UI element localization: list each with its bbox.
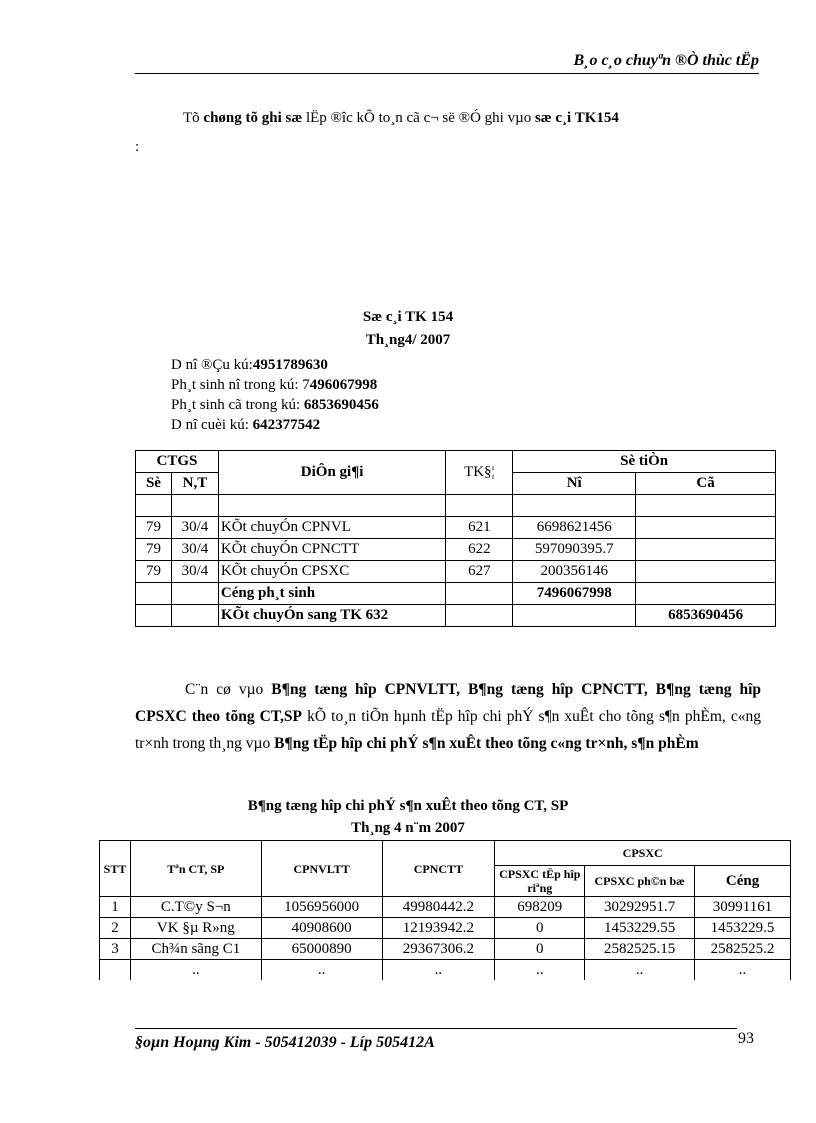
table-row: 79 30/4 KÕt chuyÓn CPNCTT 622 597090395.7 [136,539,776,561]
intro-paragraph [135,104,761,162]
table-row: 2 VK §µ R»ng 40908600 12193942.2 0 1453229.55 1453229.5 [100,918,791,939]
header-description: DiÔn gi¶i [218,451,445,495]
intro-text-2: lËp ®îc kÕ to¸n cã c¬ së ®Ó ghi vµo [302,110,535,126]
intro-text-3: : [135,139,140,155]
table-row: 3 Ch¾n sãng C1 65000890 29367306.2 0 2582525.15 2582525.2 [100,939,791,960]
header-amount: Sè tiÒn [513,451,776,473]
ledger-title: Sæ c¸i TK 154 [362,309,454,325]
table-row: 79 30/4 KÕt chuyÓn CPNVL 621 6698621456 [136,517,776,539]
opening-balance: D nî ®Çu kú:4951789630 [171,357,328,373]
footer-rule [135,1028,737,1029]
ellipsis-row: .. .. .. .. .. .. [100,960,791,981]
col-cpnvltt: CPNVLTT [261,841,382,897]
ledger-month: Th¸ng4/ 2007 [365,332,451,348]
col-name: Tªn CT, SP [130,841,261,897]
ledger-balances [171,355,379,435]
page-number: 93 [738,1030,754,1047]
header-ctgs: CTGS [136,451,219,473]
intro-text-1: Tõ [183,110,204,126]
debit-arising: Ph¸t sinh nî trong kú: 7496067998 [171,377,378,393]
closing-balance: D nî cuèi kú: 642377542 [171,417,321,433]
body-paragraph: C¨n cø vµo B¶ng tæng hîp CPNVLTT, B¶ng tæng hîp CPNCTT, B¶ng tæng hîp CPSXC theo tõng CT,SP kÕ to¸n tiÕn hµnh tËp hîp chi phÝ s¶n xuÊt cho tõng s¶n phÈm, c«ng tr×nh trong th¸ng vµo B¶ng tËp hîp chi phÝ s¶n xuÊt theo tõng c«ng tr×nh, s¶n phÈm [135,681,762,752]
col-sxc-phanbo: CPSXC ph©n bæ [585,866,695,897]
ledger-title-block [0,306,816,352]
table-row: 1 C.T©y S¬n 1056956000 49980442.2 698209 30292951.7 30991161 [100,897,791,918]
intro-bold-1: chøng tõ ghi sæ [203,110,303,126]
col-cpsxc: CPSXC [495,841,791,866]
header-rule [135,73,759,74]
running-header: B¸o c¸o chuyªn ®Ò thùc tËp [573,52,759,69]
col-sxc-rieng: CPSXC tËp hîp riªng [495,866,585,897]
header-date: N,T [171,473,218,495]
cost-table-title-block [0,795,816,839]
cost-table-title: B¶ng tæng hîp chi phÝ s¶n xuÊt theo tõng CT, SP [247,798,569,814]
cost-table [99,840,791,980]
col-stt: STT [100,841,131,897]
credit-arising: Ph¸t sinh cã trong kú: 6853690456 [171,397,379,413]
total-row: Céng ph¸t sinh 7496067998 [136,583,776,605]
intro-bold-2: sæ c¸i TK154 [534,110,619,126]
footer-author: §oµn Hoµng Kim - 505412039 - Líp 505412A [135,1034,435,1051]
cost-table-month: Th¸ng 4 n¨m 2007 [351,820,465,836]
ledger-table [135,450,776,627]
col-cong: Céng [695,866,791,897]
header-credit: Cã [636,473,776,495]
header-debit: Nî [513,473,636,495]
transfer-row: KÕt chuyÓn sang TK 632 6853690456 [136,605,776,627]
table-row: 79 30/4 KÕt chuyÓn CPSXC 627 200356146 [136,561,776,583]
header-contra-account: TK§¦ [446,451,513,495]
table-row [136,495,776,517]
header-number: Sè [136,473,172,495]
col-cpnctt: CPNCTT [382,841,495,897]
